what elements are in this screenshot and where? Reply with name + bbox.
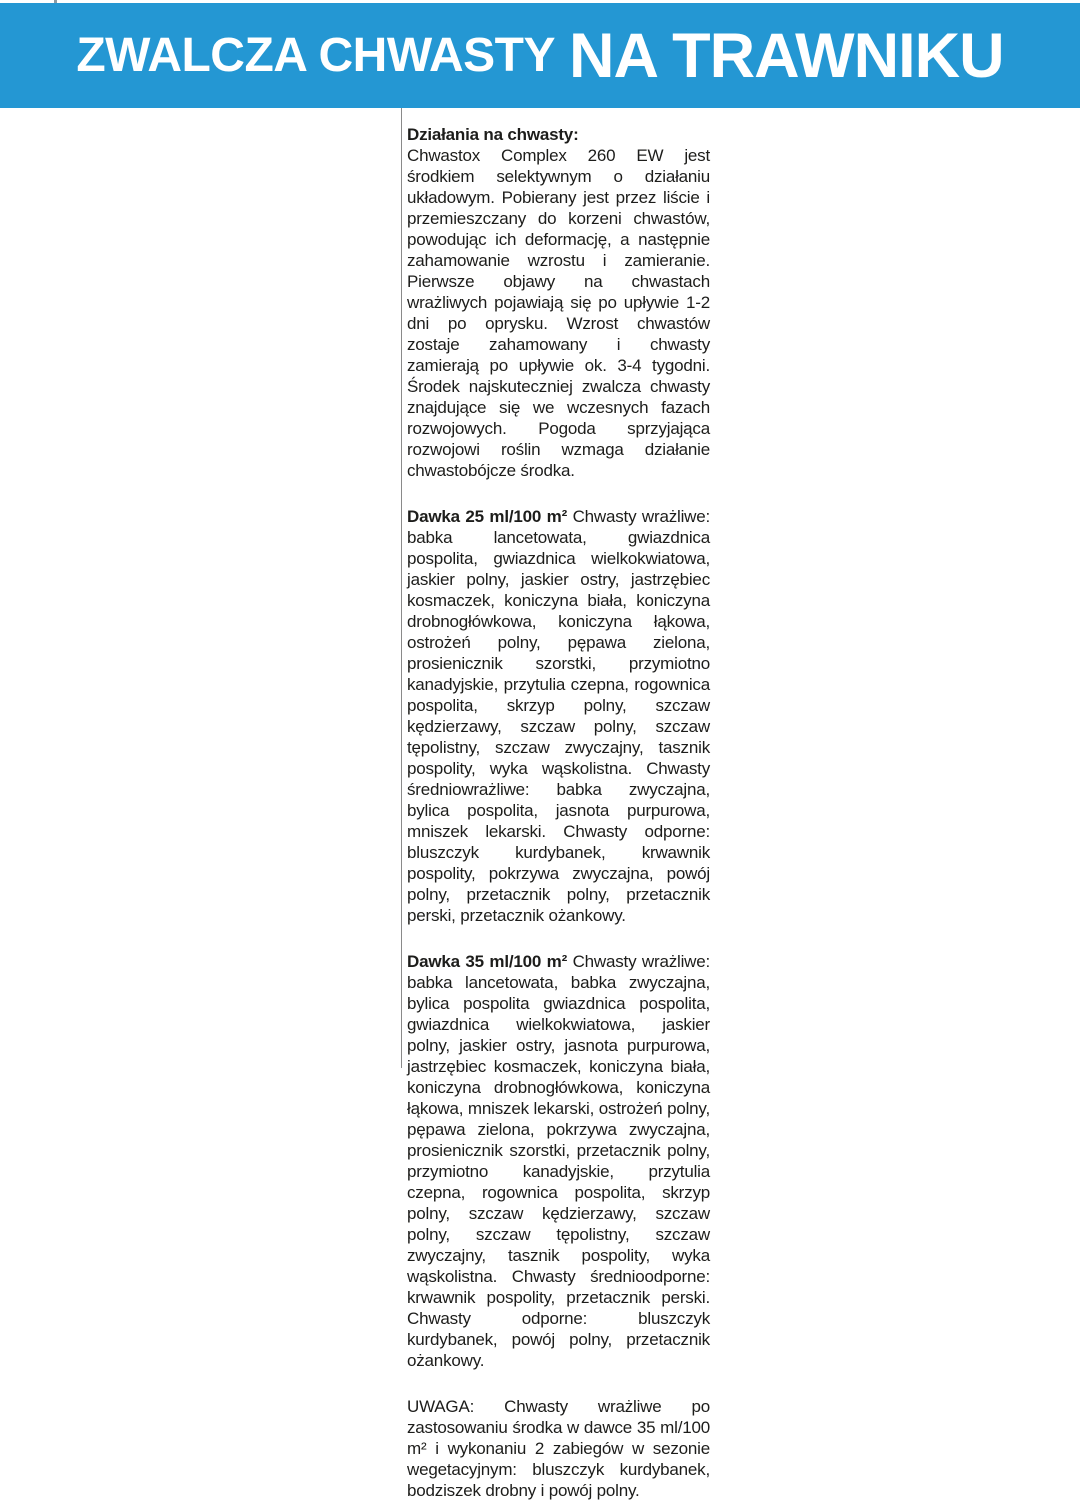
banner-title-large: NA TRAWNIKU (569, 20, 1004, 91)
column-divider-line (401, 108, 402, 1068)
dose-25-lead: Dawka 25 ml/100 m² (407, 507, 568, 526)
section-body: Chwastox Complex 260 EW jest środkiem selektywnym o działaniu układowym. Pobierany jest przez liście i przemieszczany do korzeni chwastów, powodując ich deformację, a następnie zahamowanie wzrostu i zamieranie. Pierwsze objawy na chwastach wrażliwych pojawiają się po upływie 1-2 dni po oprysku. Wzrost chwastów zostaje zahamowany i chwasty zamierają po upływie ok. 3-4 tygodni. Środek najskuteczniej zwalcza chwasty znajdujące się we wczesnych fazach rozwojowych. Pogoda sprzyjająca rozwojowi roślin wzmaga działanie chwastobójcze środka. (407, 146, 710, 480)
uwaga-body: UWAGA: Chwasty wrażliwe po zastosowaniu środka w dawce 35 ml/100 m² i wykonaniu 2 zabiegów w sezonie wegetacyjnym: bluszczyk kurdybanek, bodziszek drobny i powój polny. (407, 1397, 710, 1500)
label-text-column (407, 124, 710, 1501)
section-paragraph (407, 506, 710, 926)
section-paragraph (407, 951, 710, 1371)
header-banner (0, 3, 1080, 108)
section-weed-action (407, 124, 710, 481)
banner-title-small: ZWALCZA CHWASTY (76, 29, 556, 82)
dose-35-body: Chwasty wrażliwe: babka lancetowata, babka zwyczajna, bylica pospolita gwiazdnica pospolita, gwiazdnica wielkokwiatowa, jaskier polny, jaskier ostry, jasnota purpurowa, jastrzębiec kosmaczek, koniczyna biała, koniczyna drobnogłówkowa, koniczyna łąkowa, mniszek lekarski, ostrożeń polny, pępawa zielona, pokrzywa zwyczajna, prosienicznik szorstki, przetacznik polny, przymiotno kanadyjskie, przytulia czepna, rogownica pospolita, skrzyp polny, szczaw kędzierzawy, szczaw polny, szczaw tępolistny, szczaw zwyczajny, tasznik pospolity, wyka wąskolistna. Chwasty średnioodporne: krwawnik pospolity, przetacznik perski. Chwasty odporne: bluszczyk kurdybanek, powój polny, przetacznik ożankowy. (407, 952, 711, 1370)
section-dose-25 (407, 506, 710, 926)
section-uwaga-note (407, 1396, 710, 1501)
dose-35-lead: Dawka 35 ml/100 m² (407, 952, 568, 971)
section-heading: Działania na chwasty: (407, 125, 579, 144)
section-dose-35 (407, 951, 710, 1371)
dose-25-body: Chwasty wrażliwe: babka lancetowata, gwiazdnica pospolita, gwiazdnica wielkokwiatowa, jaskier polny, jaskier ostry, jastrzębiec kosmaczek, koniczyna biała, koniczyna drobnogłówkowa, koniczyna łąkowa, ostrożeń polny, pępawa zielona, prosienicznik szorstki, przymiotno kanadyjskie, przytulia czepna, rogownica pospolita, skrzyp polny, szczaw kędzierzawy, szczaw polny, szczaw tępolistny, szczaw zwyczajny, tasznik pospolity, wyka wąskolistna. Chwasty średniowrażliwe: babka zwyczajna, bylica pospolita, jasnota purpurowa, mniszek lekarski. Chwasty odporne: bluszczyk kurdybanek, krwawnik pospolity, pokrzywa zwyczajna, powój polny, przetacznik polny, przetacznik perski, przetacznik ożankowy. (407, 507, 711, 925)
